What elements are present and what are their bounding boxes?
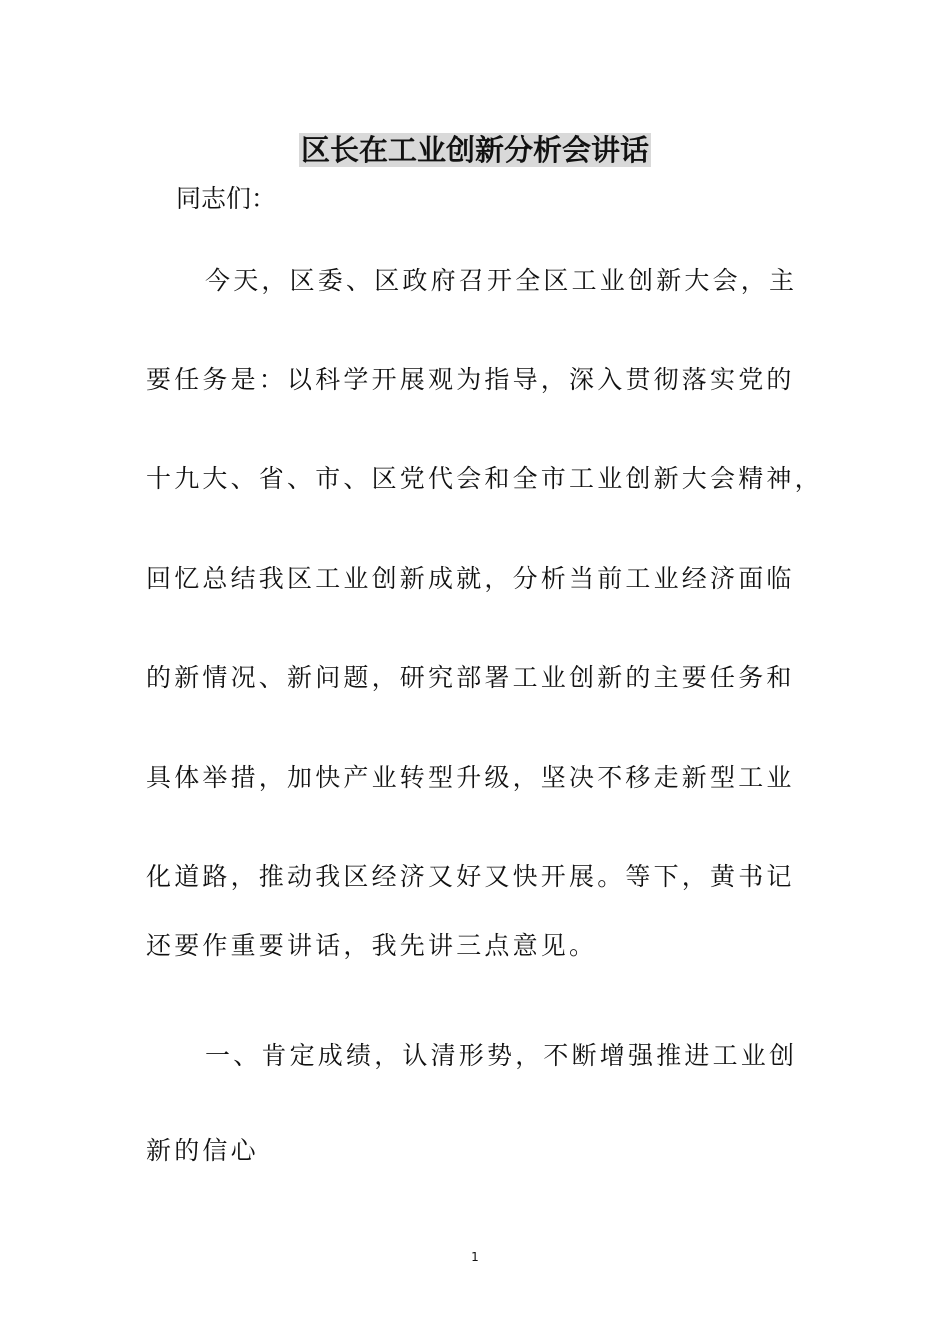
paragraph-line: 化道路，推动我区经济又好又快开展。等下，黄书记 [146, 862, 795, 891]
paragraph-line: 十九大、省、市、区党代会和全市工业创新大会精神， [146, 464, 823, 493]
document-title [0, 130, 950, 170]
paragraph-line: 还要作重要讲话，我先讲三点意见。 [146, 931, 598, 960]
paragraph-line: 的新情况、新问题，研究部署工业创新的主要任务和 [146, 663, 795, 692]
paragraph-line: 具体举措，加快产业转型升级，坚决不移走新型工业 [146, 763, 795, 792]
section-heading-line: 一、肯定成绩，认清形势，不断增强推进工业创 [205, 1041, 798, 1070]
paragraph-line: 今天，区委、区政府召开全区工业创新大会，主 [205, 266, 798, 295]
salutation: 同志们： [176, 184, 277, 213]
section-heading-line: 新的信心 [146, 1136, 259, 1165]
paragraph-line: 要任务是：以科学开展观为指导，深入贯彻落实党的 [146, 365, 795, 394]
paragraph-line: 回忆总结我区工业创新成就，分析当前工业经济面临 [146, 564, 795, 593]
title-text: 区长在工业创新分析会讲话 [300, 133, 649, 167]
page-number: 1 [471, 1250, 479, 1264]
